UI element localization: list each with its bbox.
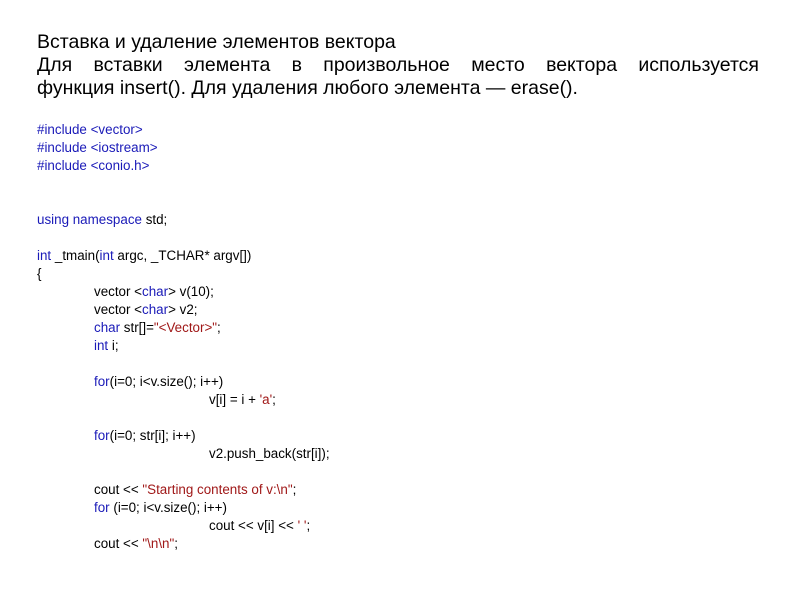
keyword: int bbox=[37, 248, 52, 263]
string-literal: "<Vector>" bbox=[153, 320, 218, 335]
code-text: std; bbox=[145, 212, 168, 227]
blank-line bbox=[37, 175, 330, 193]
keyword: for bbox=[94, 374, 110, 389]
code-line bbox=[37, 427, 330, 445]
code-line bbox=[37, 517, 330, 535]
string-literal: "Starting contents of v:\n" bbox=[142, 482, 293, 497]
code-line bbox=[37, 373, 330, 391]
blank-line bbox=[37, 409, 330, 427]
blank-line bbox=[37, 463, 330, 481]
keyword: char bbox=[142, 284, 169, 299]
code-text: ; bbox=[292, 482, 297, 497]
code-line bbox=[37, 337, 330, 355]
code-text: > v(10); bbox=[168, 284, 214, 299]
code-text: ; bbox=[174, 536, 178, 551]
keyword: char bbox=[142, 302, 169, 317]
code-text: v2.push_back(str[i]); bbox=[209, 446, 330, 461]
code-line bbox=[37, 319, 330, 337]
code-text: (i=0; str[i]; i++) bbox=[109, 428, 196, 443]
code-line bbox=[37, 445, 330, 463]
keyword: for bbox=[94, 428, 110, 443]
blank-line bbox=[37, 229, 330, 247]
code-line: { bbox=[37, 266, 42, 281]
description-line-1: Для вставки элемента в произвольное место вектора используется bbox=[37, 54, 759, 76]
code-text: str[]= bbox=[120, 320, 154, 335]
code-text: > v2; bbox=[168, 302, 198, 317]
code-line bbox=[37, 283, 330, 301]
keyword: using namespace bbox=[37, 212, 146, 227]
code-text: i; bbox=[108, 338, 119, 353]
keyword: #include bbox=[37, 122, 91, 137]
description-line-2: функция insert(). Для удаления любого элемента — erase(). bbox=[37, 77, 578, 99]
code-text: v[i] = i + bbox=[209, 392, 260, 407]
code-text: cout << bbox=[94, 536, 143, 551]
code-text: <conio.h> bbox=[90, 158, 150, 173]
keyword: char bbox=[94, 320, 121, 335]
code-text: ; bbox=[217, 320, 221, 335]
code-line bbox=[37, 247, 330, 265]
slide-title: Вставка и удаление элементов вектора bbox=[37, 31, 396, 53]
code-text: vector < bbox=[94, 302, 143, 317]
code-text: cout << bbox=[94, 482, 143, 497]
code-line bbox=[37, 535, 330, 553]
code-text: argc, _TCHAR* argv[]) bbox=[113, 248, 252, 263]
code-text: (i=0; i<v.size(); i++) bbox=[109, 374, 224, 389]
blank-line bbox=[37, 355, 330, 373]
code-text: <vector> bbox=[90, 122, 143, 137]
code-text: _tmain( bbox=[51, 248, 100, 263]
code-line bbox=[37, 157, 330, 175]
keyword: int bbox=[94, 338, 109, 353]
keyword: int bbox=[99, 248, 114, 263]
code-text: vector < bbox=[94, 284, 143, 299]
code-text: cout << v[i] << bbox=[209, 518, 298, 533]
code-line bbox=[37, 301, 330, 319]
heading-block bbox=[37, 31, 759, 100]
code-line bbox=[37, 481, 330, 499]
keyword: #include bbox=[37, 158, 91, 173]
code-text: <iostream> bbox=[90, 140, 158, 155]
keyword: for bbox=[94, 500, 110, 515]
string-literal: 'a' bbox=[259, 392, 273, 407]
blank-line bbox=[37, 193, 330, 211]
string-literal: "\n\n" bbox=[142, 536, 175, 551]
keyword: #include bbox=[37, 140, 91, 155]
code-line bbox=[37, 391, 330, 409]
code-line bbox=[37, 139, 330, 157]
code-text: ; bbox=[272, 392, 276, 407]
code-line bbox=[37, 121, 330, 139]
code-text: ; bbox=[306, 518, 311, 533]
code-line bbox=[37, 211, 330, 229]
code-listing bbox=[37, 121, 330, 553]
string-literal: ' ' bbox=[297, 518, 307, 533]
code-line bbox=[37, 499, 330, 517]
code-text: (i=0; i<v.size(); i++) bbox=[109, 500, 227, 515]
